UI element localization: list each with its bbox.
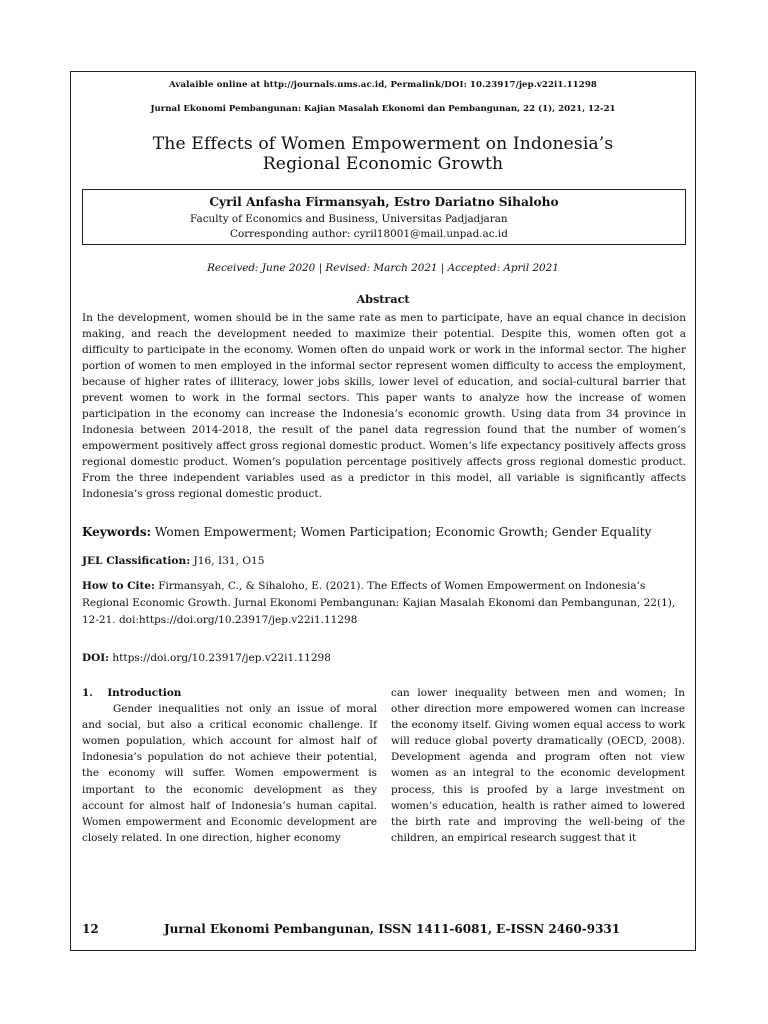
jel-classification — [82, 555, 265, 567]
doi-line — [82, 652, 331, 664]
title-line-1: The Effects of Women Empowerment on Indonesia’s — [152, 134, 614, 154]
paper-title — [90, 134, 676, 174]
journal-citation-line: Jurnal Ekonomi Pembangunan: Kajian Masalah Ekonomi dan Pembangunan, 22 (1), 2021, 12-21 — [150, 104, 616, 114]
keywords-label: Keywords: — [82, 525, 152, 539]
body-column-right — [391, 685, 685, 846]
intro-paragraph-right: can lower inequality between men and women; In other direction more empowered women can increase the economy itself. Giving women equal access to work will reduce global poverty dramatically (OECD, 2008). Development agenda and program often not view women as an integral to the economic development process, this is proofed by a large investment on women’s education, health is rather aimed to lowered the birth rate and improving the well-being of the children, an empirical research suggest that it — [391, 687, 685, 844]
abstract-heading: Abstract — [356, 292, 410, 306]
author-names: Cyril Anfasha Firmansyah, Estro Dariatno Sihaloho — [209, 195, 559, 209]
submission-dates: Received: June 2020 | Revised: March 2021 | Accepted: April 2021 — [207, 262, 559, 274]
footer-journal: Jurnal Ekonomi Pembangunan, ISSN 1411-6081, E-ISSN 2460-9331 — [164, 922, 621, 936]
intro-paragraph-left: Gender inequalities not only an issue of moral and social, but also a critical economic challenge. If women population, which account for almost half of Indonesia’s population do not achieve their potential, the economy will suffer. Women empowerment is important to the economic development as they account for almost half of Indonesia’s human capital. Women empowerment and Economic development are closely related. In one direction, higher economy — [82, 703, 377, 844]
keywords — [82, 525, 686, 539]
corresponding-author: Corresponding author: cyril18001@mail.unpad.ac.id — [230, 228, 508, 240]
doi-label: DOI: — [82, 652, 110, 664]
how-to-cite — [82, 578, 686, 629]
cite-label: How to Cite: — [82, 580, 155, 592]
title-line-2: Regional Economic Growth — [262, 154, 504, 174]
section-heading-introduction: 1. Introduction — [82, 687, 182, 699]
doi-link[interactable]: https://doi.org/10.23917/jep.v22i1.11298 — [112, 652, 331, 664]
page-number: 12 — [82, 922, 99, 936]
availability-line: Avalaible online at http://journals.ums.ac.id, Permalink/DOI: 10.23917/jep.v22i1.11298 — [169, 80, 597, 90]
jel-label: JEL Classification: — [82, 555, 191, 567]
cite-text: Firmansyah, C., & Sihaloho, E. (2021). The Effects of Women Empowerment on Indonesia’s Regional Economic Growth. Jurnal Ekonomi Pembangunan: Kajian Masalah Ekonomi dan Pembangunan, 22(1), 12-21. doi:https://doi.org/10.23917/jep.v22i1.11298 — [82, 580, 676, 626]
body-column-left — [82, 685, 377, 846]
affiliation: Faculty of Economics and Business, Universitas Padjadjaran — [190, 213, 508, 225]
keywords-text: Women Empowerment; Women Participation; Economic Growth; Gender Equality — [154, 525, 652, 539]
abstract-text: In the development, women should be in the same rate as men to participate, have an equal chance in decision making, and reach the development needed to maximize their potential. Despite this, women often got a difficulty to participate in the economy. Women often do unpaid work or work in the informal sector. The higher portion of women to men employed in the informal sector represent women difficulty to access the employment, because of higher rates of illiteracy, lower jobs skills, lower level of education, and social-cultural barrier that prevent women to work in the formal sectors. This paper wants to analyze how the increase of women participation in the economy can increase the Indonesia’s economic growth. Using data from 34 province in Indonesia between 2014-2018, the result of the panel data regression found that the number of women’s empowerment positively affect gross regional domestic product. Women’s life expectancy positively affects gross regional domestic product. Women’s population percentage positively affects gross regional domestic product. From the three independent variables used as a predictor in this model, all variable is significantly affects Indonesia’s gross regional domestic product. — [82, 312, 686, 500]
jel-codes: J16, I31, O15 — [193, 555, 265, 567]
